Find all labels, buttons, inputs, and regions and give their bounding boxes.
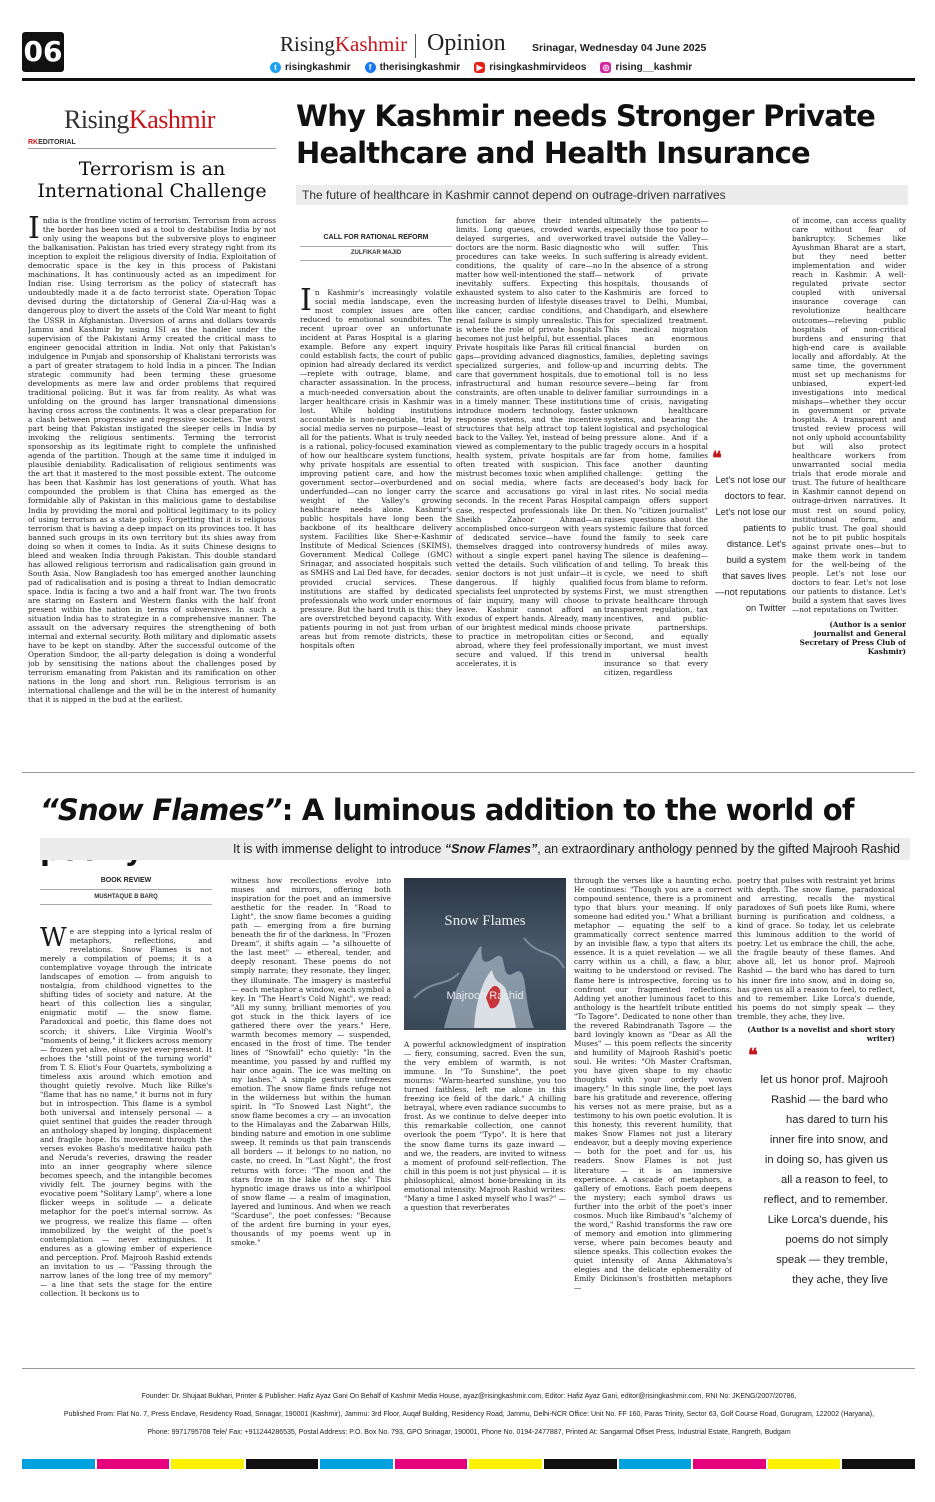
article2-headline: “Snow Flames”: A luminous addition to the world of xyxy=(40,793,854,827)
book-cover-art xyxy=(404,878,566,1030)
section-title: Opinion xyxy=(427,30,506,56)
article2-column-3: A powerful acknowledgment of inspiration — fiery, consuming, sacred. Even the sun, the very emblem of warmth, is not immune. In "To Sunshine", the poet mourns: "Warm-hearted sunshine, you too turned faithless, left me alone in this freezing ice field of the dark." A chilling betrayal, where even radiance succumbs to frost. As we continue to delve deeper into this remarkable collection, one cannot overlook the poem "Typo". It is here that the snow flame turns its gaze inward — and we, the readers, are invited to witness a moment of profound self-reflection. The chill in this poem is not just physical — it is philosophical, almost bone-breaking in its emotional intensity. Majrooh Rashid writes: "Many a time I asked myself who I was?" — a question that reverberates xyxy=(404,1040,566,1212)
color-swatch xyxy=(246,1459,319,1469)
masthead-brand xyxy=(280,32,407,57)
book-cover-author: Majrooh Rashid xyxy=(446,990,524,1002)
page-number: 06 xyxy=(22,32,64,72)
article2-deck: It is with immense delight to introduce “Snow Flames”, an extraordinary anthology penned by the gifted Majrooh Rashid xyxy=(40,838,910,860)
color-swatch xyxy=(842,1459,915,1469)
imprint-line: Founder: Dr. Shujaat Bukhari, Printer & Publisher: Hafiz Ayaz Gani On Behalf of Kashmir Media House, ayaz@risingkashmir.com, Editor: Hafiz Ayaz Gani, editor@risingkashmir.com, RNI No: JKENG/2007/20786, xyxy=(141,1393,797,1400)
editorial-rule xyxy=(28,148,276,149)
article1-column-3: ultimately the patients—especially those too poor to travel outside the Valley—who will suffer. This suffering is already evident. In the absence of a strong network of private hospitals, thousands of Kashmiris are forced to travel to Delhi, Mumbai, Chandigarh, and elsewhere for specialized treatment. This medical migration places an enormous financial burden on families, depleting savings and incurring debts. The emotional toll is no less severe—being far from familiar surroundings in a time of crisis, navigating unknown healthcare systems, and bearing the logistical and psychological pressure alone. And if a tragedy occurs in a hospital far from home, families face another daunting challenge: getting the deceased's body back for last rites. No social media campaign offers support then. No "citizen journalist" raises questions about the systemic failure that forced the family to seek care hundreds of miles away. The silence is deafening—and telling. To break this cycle, we need to shift focus from blame to reform. First, we must strengthen private healthcare through transparent regulation, tax incentives, and public-private partnerships. Second, and equally important, we must invest in universal health insurance so that every citizen, regardless xyxy=(604,216,708,678)
article2-drop-cap: W xyxy=(40,927,67,953)
color-swatch xyxy=(22,1459,95,1469)
book-cover-title: Snow Flames xyxy=(444,913,526,929)
article2-kicker: BOOK REVIEW xyxy=(100,877,152,884)
color-swatch xyxy=(619,1459,692,1469)
social-links xyxy=(270,62,692,73)
kicker-rule xyxy=(300,260,452,261)
article1-column-2: function far above their intended limits. Long queues, crowded wards, delayed surgeries, and overworked doctors are the norm. Basic diagnostic procedures can take weeks. In such conditions, the quality of care—no matter how well-intentioned the staff—inevitably suffers. Expecting this exhausted system to also cater to the increasing burden of lifestyle diseases like cancer, cardiac conditions, and renal failure is simply unrealistic. This is where the role of private hospitals becomes not just helpful, but essential. Private hospitals like Paras fill critical gaps—providing advanced diagnostics, specialized surgeries, and follow-up care that government hospitals, due to infrastructural and human resource constraints, are often unable to deliver in a timely manner. These institutions introduce modern technology, faster response systems, and the incentive structures that help attract top talent back to the Valley. Yet, instead of being viewed as complementary to the public health system, private hospitals are often treated with suspicion. This mistrust becomes toxic when amplified on social media, where facts are scarce and accusations go viral in seconds. In the recent Paras Hospital case, respected professionals like Dr. Sheikh Zahoor Ahmad—an accomplished onco-surgeon with years of dedicated service—have found themselves dragged into controversy without a single expert panel having vetted the details. Such vilification of senior doctors is not just unfair—it is dangerous. If highly qualified specialists feel unprotected by systems of fair inquiry, many will choose to leave. Kashmir cannot afford an exodus of expert hands. Already, many of our brightest medical minds choose to practice in metropolitan cities or abroad, where they feel professionally secure and valued. If this trend accelerates, it is xyxy=(456,216,602,669)
story-separator xyxy=(22,772,915,773)
kicker-rule xyxy=(40,904,212,905)
article2-column-4: through the verses like a haunting echo. He continues: "Though you are a correct compound sentence, there is a prominent typo that blurs your meaning. If only someone had edited you." What a brilliant metaphor — equating the self to a grammatically correct sentence marred by an invisible flaw, a typo that alters its essence. It is a quiet revelation — we all carry within us a chill, a flaw, a blur, waiting to be understood or revised. The flame here is introspective, forcing us to confront our fragmented reflections. Adding yet another luminous facet to this anthology is the heartfelt tribute entitled "To Tagore". Dedicated to none other than the revered Rabindranath Tagore — the bard lovingly known as "Dear as All the Muses" — this poem reflects the sincerity and humility of Majrooh Rashid's poetic soul. He writes: "Oh Master Craftsman, you have given shape to my chaotic thoughts with your orderly woven imagery." In this single line, the poet lays bare his gratitude and reverence, offering his verses not as mere praise, but as a testimony to his own poetic evolution. It is this honesty, this reverent humility, that makes Snow Flames not just a literary endeavor, but a deeply moving experience — both for the poet and for us, his readers. Snow Flames is not just literature — it is an immersive experience. A cascade of metaphors, a gallery of emotions. Each poem deepens the mystery; each symbol draws us further into the orbit of the poet's inner cosmos. Much like Rimbaud's "alchemy of the word," Rashid transforms the raw ore of memory and emotion into glimmering verse, where pain becomes beauty and silence speaks. This collection evokes the quiet intensity of Anna Akhmatova's elegies and the delicate ephemerality of Emily Dickinson's frostbitten metaphors — xyxy=(574,876,732,1293)
color-swatch xyxy=(395,1459,468,1469)
color-swatch xyxy=(469,1459,542,1469)
registration-color-bar xyxy=(22,1459,915,1469)
quote-mark-icon: ❝ xyxy=(748,1045,758,1066)
header-separator xyxy=(415,34,416,58)
social-facebook[interactable]: f therisingkashmir xyxy=(365,62,461,73)
color-swatch xyxy=(693,1459,766,1469)
kicker-rule xyxy=(300,246,452,247)
editorial-logo: RisingKashmir xyxy=(64,105,215,134)
article1-kicker: CALL FOR RATIONAL REFORM xyxy=(323,234,429,241)
article2-byline: MUSHTAQUE B BARQ xyxy=(94,894,158,900)
youtube-icon: ▶ xyxy=(474,62,485,73)
article1-pullquote: Let's not lose our doctors to fear. Let's not lose our patients to distance. Let's build a system that saves lives—not reputations on Twitter xyxy=(715,475,786,613)
imprint-footer xyxy=(30,1388,908,1442)
article2-column-1: We are stepping into a lyrical realm of metaphors, reflections, and revelations. Snow Flames is not merely a compilation of poems; it is a contemplative voyage through the intricate landscapes of emotion — from anguish to nostalgia, from childhood vignettes to the shifting tides of society and nature. At the heart of this collection lies a singular, enigmatic motif — the snow flame. Paradoxical and poetic, this flame does not scorch; it shivers. Like Virginia Woolf's "moments of being," it flickers across memory — frozen yet alive, elusive yet ever-present. It echoes the "still point of the turning world" from T. S. Eliot's Four Quartets, symbolizing a timeless axis around which emotion and thought quietly revolve. Much like Rilke's "flame that has no name," it burns not in fury but in introspection. This flame is a symbol both universal and intensely personal — a quiet sentinel that guides the reader through an anthology shaped by longing, displacement and fragile hope. Its movement through the verses evokes Basho's meditative haiku path and Neruda's reveries, drawing the reader into an inner geography where silence becomes speech, and the intangible becomes vividly felt. The journey begins with the evocative poem "Solitary Lamp", where a lone flicker weeps in solitude — a delicate metaphor for the poet's internal sorrow. As we progress, we realize this flame — often immobilized by the weight of the poet's contemplation — never extinguishes. It endures as a glowing ember of experience and perception. Prof. Majrooh Rashid extends an invitation to us — "Passing through the narrow lanes of the long tree of my memory" — a line that sets the stage for the entire collection. It beckons us to xyxy=(40,927,212,1298)
footer-rule xyxy=(22,1368,915,1369)
article1-author-note: (Author is a senior journalist and General Secretary of Press Club of Kashmir) xyxy=(799,620,906,657)
book-cover-image xyxy=(404,878,566,1030)
quote-mark-icon: ❝ xyxy=(712,448,722,469)
brand-rising: Rising xyxy=(280,32,335,56)
color-swatch xyxy=(768,1459,841,1469)
article1-drop-cap: I xyxy=(300,288,312,318)
imprint-line: Published From: Flat No. 7, Press Enclave, Residency Road, Srinagar, 190001 (Kashmir), Jammu: 3rd Floor, Auqaf Building, Residency Road, Jammu, Delhi-NCR Office: Unit No. FF 160, Paras Trinity, Sector 63, Golf Course Road, Gurugram, 122002 (Haryana), xyxy=(63,1411,875,1418)
color-swatch xyxy=(171,1459,244,1469)
editorial-label: RKEDITORIAL xyxy=(28,139,76,146)
article2-pullquote: let us honor prof. Majrooh Rashid — the bard who has dared to turn his inner fire into snow, and in doing so, has given us all a reason to feel, to reflect, and to remember. Like Lorca's duende, his poems do not simply speak — they tremble, they ache, they live xyxy=(760,1074,888,1286)
editorial-title: Terrorism is an International Challenge xyxy=(37,158,267,202)
editorial-body: India is the frontline victim of terrorism. Terrorism from across the border has been used as a tool to destabilise India by not only using the weapons but the subversive ploys to engineer the balkanisation. Pakistan has tried every strategy right from its inception to exploit the religious diversity of India. Exploitation of democratic space is the key in this process of Pakistani machinations. It has continuously acted as an impediment for Indian rise. Using terrorism as the policy of statecraft has undoubtedly made it a de facto terrorist state. Operation Topac devised during the dictatorship of General Zia-ul-Haq was a dangerous ploy to divert the assets of the Cold War meant to fight the USSR in Afghanistan. Diversion of arms and dollars towards Jammu and Kashmir by using ISI as the handler under the supervision of the Pakistani Army created the critical mass to engineer genocidal attrition in India. Not only that Pakistan's indulgence in Punjab and sponsorship of Khalistani terrorists was a part of greater stratagem to hold India in a pincer. The Indian strategic community had been terming these gruesome developments as mere law and order problems that required traditional policing. But it was far from reality. As what was unfolding on the ground has larger transnational dimensions having cross across the continents. It was a clear preparation for a clash between progressive and regressive societies. The worst part being that Pakistan instigated the sleeper cells in India by invoking the religious sentiments. Terming the terrorist sponsorship as its legitimate right to complete the unfinished agenda of the partition. Though at the same time it indulged in plausible deniability. Radicalisation of religious sentiments was the art that it mastered to the most possible extent. The outcome has been that Kashmir has lost generations of youth. What has compounded the problem is that China has emerged as the formidable ally of Pakistan in this malicious game to destabilise India by providing the moral and political legitimacy to its policy of using terrorism as a state policy. Forgetting that it is religious terrorism that is having a deep impact on its provinces too. It has banned such groups in its own territory but its shies away from doing so when it comes to India. As it suits Chinese designs to bleed and weaken India through Pakistan. This double standard has allowed religious terrorism and radicalisation gain ground in South Asia. Now Bangladesh too has emerged another launching pad of radicalisation and is posing a threat to Indian democratic space. India is facing a two and a half front war. The two fronts are staring on Eastern and Western flanks with the half front present within the nation in terms of subversives. In such a situation India has to strategize in a comprehensive manner. The assault on the adversary requires the strengthening of both internal and external security. Both military and diplomatic assets have to be kept on standby. After the successful outcome of the Operation Sindoor, the all-party delegation is doing a wonderful job by sensitising the nations about the challenges posed by terrorism emanating from Pakistan and its ramification on other nations in the long and short run. Religious terrorism is an international challenge and the will be in the interest of humanity that it is nipped in the bud at the earliest. xyxy=(28,216,276,705)
brand-kashmir: Kashmir xyxy=(334,32,408,56)
social-twitter[interactable]: t risingkashmir xyxy=(270,62,351,73)
color-swatch xyxy=(320,1459,393,1469)
article1-column-1: In Kashmir's increasingly volatile social media landscape, even the most complex issues are often reduced to emotional soundbites. The recent uproar over an unfortunate incident at Paras Hospital is a glaring example. Before any expert inquiry could establish facts, the court of public opinion had already declared its verdict—replete with outrage, blame, and character assassination. In the process, a much-needed conversation about the larger healthcare crisis in Kashmir was lost. While holding institutions accountable is non-negotiable, trial by social media serves no purpose—least of all for the patients. What is truly needed is a rational, policy-focused examination of how our healthcare system functions, why private hospitals are essential to improving patient care, and how the government sector—overburdened and underfunded—can no longer carry the weight of the Valley's growing healthcare needs alone. Kashmir's public hospitals have long been the backbone of its healthcare delivery system. Facilities like Sher-e-Kashmir Institute of Medical Sciences (SKIMS), Government Medical College (GMC) Srinagar, and associated hospitals such as SMHS and Lal Ded have, for decades, provided crucial services. These institutions are staffed by dedicated professionals who work under enormous pressure. But the hard truth is this: they are overstretched beyond capacity. With patients pouring in not just from urban areas but from remote districts, these hospitals often xyxy=(300,288,452,650)
color-swatch xyxy=(544,1459,617,1469)
article1-headline: Why Kashmir needs Stronger Private Healthcare and Health Insurance xyxy=(296,99,875,170)
social-youtube[interactable]: ▶ risingkashmirvideos xyxy=(474,62,586,73)
imprint-line: Phone: 9971795708 Tele/ Fax: +911244286535, Postal Address: P.O. Box No. 793, GPO Srinagar, 190001, Phone No. 0194-2477887, Printed At: Sangarmal Offset Press, Industrial Estate, Rangreth, Budgam xyxy=(147,1429,791,1436)
article1-byline: ZULFIKAR MAJID xyxy=(350,250,402,256)
facebook-icon: f xyxy=(365,62,376,73)
dateline: Srinagar, Wednesday 04 June 2025 xyxy=(532,42,707,54)
kicker-rule xyxy=(40,889,212,890)
instagram-icon: ◎ xyxy=(600,62,611,73)
article2-column-5: poetry that pulses with restraint yet brims with depth. The snow flame, paradoxical and arresting, recalls the mystical paradoxes of Sufi poets like Rumi, where burning is purification and coldness, a kind of grace. So today, let us celebrate this luminous addition to the world of poetry. Let us embrace the chill, the ache, the fragile beauty of these flames. And above all, let us honor prof. Majrooh Rashid — the bard who has dared to turn his inner fire into snow, and in doing so, has given us all a reason to feel, to reflect, and to remember. Like Lorca's duende, his poems do not simply speak — they tremble, they ache, they live. (Author is a novelist and short story writer) xyxy=(737,876,895,1043)
editorial-drop-cap: I xyxy=(28,216,40,246)
article1-deck: The future of healthcare in Kashmir cannot depend on outrage-driven narratives xyxy=(296,185,908,205)
article1-column-5: of income, can access quality care without fear of bankruptcy. Schemes like Ayushman Bharat are a start, but they need better implementation and wider reach in Kashmir. A well-regulated private sector coupled with universal insurance coverage can revolutionize healthcare outcomes—relieving public hospitals of non-critical burdens and ensuring that high-end care is available locally and affordably. At the same time, the government must set up mechanisms for unbiased, expert-led investigations into medical mishaps—whether they occur in government or private hospitals. A transparent and trusted review process will not only uphold accountability but will also protect healthcare workers from unwarranted social media trials that erode morale and trust. The future of healthcare in Kashmir cannot depend on outrage-driven narratives. It must rest on sound policy, institutional reform, and public trust. The goal should not be to pit public hospitals against private ones—but to make them work in tandem for the well-being of the people. Let's not lose our doctors to fear. Let's not lose our patients to distance. Let's build a system that saves lives—not reputations on Twitter. (Author is a senior journalist and General Secretary of Press Club of Kashmir) xyxy=(792,216,906,657)
color-swatch xyxy=(97,1459,170,1469)
masthead-rule xyxy=(22,78,915,81)
article2-column-2: witness how recollections evolve into muses and mirrors, offering both inspiration for the poet and an immersive aesthetic for the reader. In "Road to Light", the snow flame becomes a guiding path — emerging from a fire burning beneath the fir of the darkness. In "Frozen Dream", it shifts again — "a silhouette of the last meet" — ethereal, tender, and deeply resonant. These poems do not simply narrate; they resonate, they linger, they illuminate. The imagery is masterful — each metaphor a window, each symbol a key. In "The Heart's Cold Night", we read: "All my sunny, brilliant memories of you got stuck in the thick layers of ice gathered there over the years." Here, warmth becomes memory — suspended, encased in the frost of time. The tender lines of "Snowfall" echo quietly: "In the meantime, you passed by and ruffled my hair once again. The ice was melting on my lashes." A simple gesture unfreezes emotion. The snow flame finds refuge not in the wilderness but within the human spirit. In "To Snowed Last Night", the snow flame becomes a cry — an invocation to the Himalayas and the Zabarwan Hills, binding nature and emotion in one sublime sweep. It reminds us that pain transcends all borders — it belongs to no nation, no caste, no creed. In "Last Night", the frost returns with force: "The moon and the stars froze in the lake of the sky." This hypnotic image draws us into a whirlpool of snow flame — a realm of imagination, layered and luminous. And when we reach "Scarduse", the poet confesses: "Because of the ardent fire burning in your eyes, thousands of my poems went up in smoke." xyxy=(231,876,391,1247)
twitter-icon: t xyxy=(270,62,281,73)
article2-author-note: (Author is a novelist and short story writer) xyxy=(747,1024,895,1043)
social-instagram[interactable]: ◎ rising__kashmir xyxy=(602,62,693,73)
